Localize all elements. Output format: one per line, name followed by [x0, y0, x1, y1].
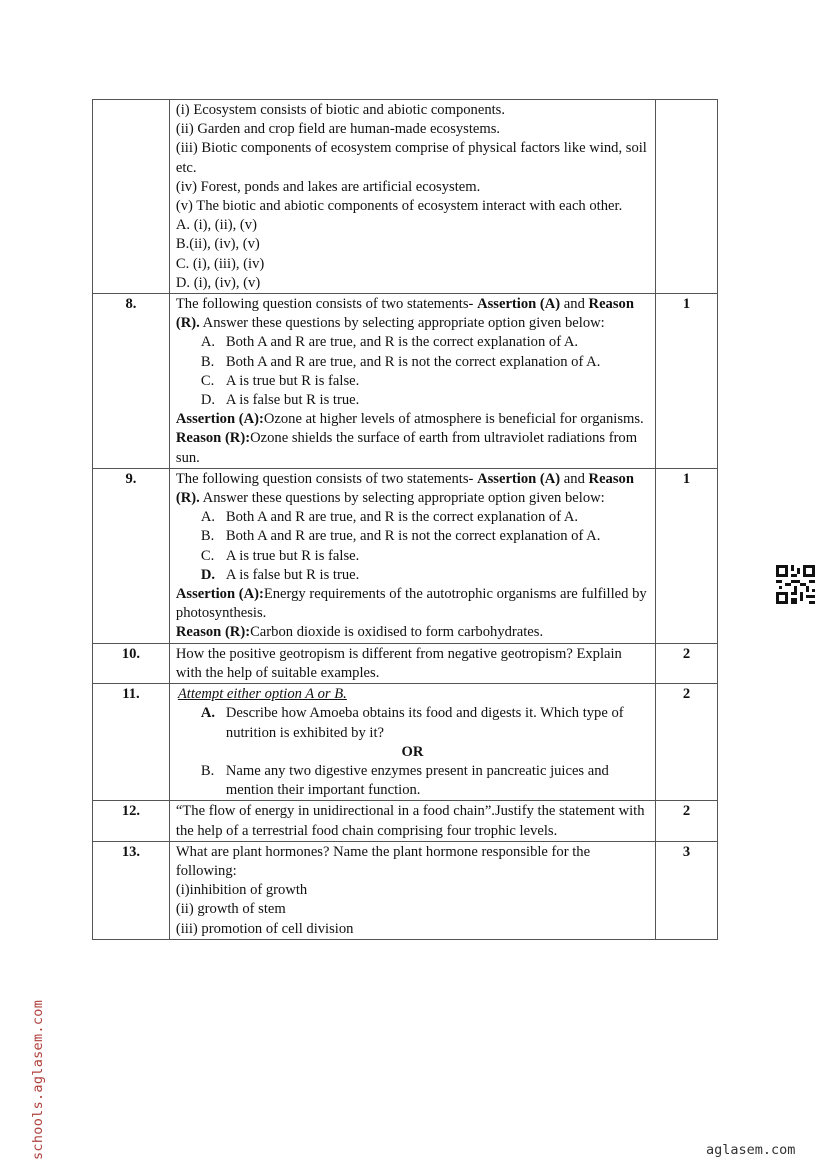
question-content — [169, 294, 655, 469]
question-marks: 2 — [656, 801, 718, 841]
qr-code-icon — [776, 565, 815, 604]
text-segment: A is true but R is false. — [225, 547, 360, 564]
text-segment: OR — [401, 743, 424, 760]
option-text — [226, 762, 649, 800]
option-label: C. — [200, 372, 215, 389]
text-segment: Assertion (A): — [175, 411, 264, 428]
text-line — [176, 470, 649, 508]
text-segment: and — [560, 470, 589, 487]
text-line — [176, 843, 649, 881]
text-segment: Reason (R): — [175, 624, 251, 641]
question-number — [93, 100, 170, 294]
text-segment: “The flow of energy in unidirectional in a food chain”.Justify the statement with the help of a terrestrial food chain comprising four trophic levels. — [175, 803, 645, 839]
option-label: A. — [200, 334, 216, 351]
option-text — [226, 704, 649, 742]
question-marks: 3 — [656, 841, 718, 939]
question-marks: 2 — [656, 684, 718, 801]
option-label: C. — [200, 547, 215, 564]
option-label: B. — [200, 762, 215, 779]
option-text — [226, 508, 578, 527]
question-number: 12. — [93, 801, 170, 841]
text-segment: What are plant hormones? Name the plant hormone responsible for the following: — [175, 843, 591, 879]
question-row — [93, 294, 718, 469]
text-line — [176, 585, 649, 623]
question-number: 11. — [93, 684, 170, 801]
question-number: 9. — [93, 468, 170, 643]
option-item — [176, 333, 649, 352]
text-segment: A is false but R is true. — [225, 566, 360, 583]
option-text — [226, 391, 359, 410]
text-line — [176, 881, 649, 900]
text-segment: Assertion (A) — [477, 296, 561, 313]
question-number: 10. — [93, 643, 170, 683]
footer-watermark: aglasem.com — [706, 1142, 796, 1158]
question-marks — [656, 100, 718, 294]
option-label: B. — [200, 353, 215, 370]
option-text — [226, 372, 359, 391]
text-line — [176, 235, 649, 254]
option-item — [176, 527, 649, 546]
option-item — [176, 391, 649, 410]
text-line — [176, 429, 649, 467]
text-line — [176, 645, 649, 683]
or-separator — [176, 743, 649, 762]
text-segment: The following question consists of two statements- — [175, 470, 478, 487]
question-table — [92, 99, 718, 940]
option-label: D. — [200, 392, 216, 409]
question-number: 8. — [93, 294, 170, 469]
text-line — [176, 197, 649, 216]
text-segment: Describe how Amoeba obtains its food and digests it. Which type of nutrition is exhibited by it? — [225, 705, 624, 741]
text-segment: (v) The biotic and abiotic components of ecosystem interact with each other. — [175, 198, 623, 215]
option-label: A. — [200, 705, 216, 722]
option-item — [176, 704, 649, 742]
text-segment: Both A and R are true, and R is not the correct explanation of A. — [225, 353, 601, 370]
text-segment: Assertion (A) — [477, 470, 561, 487]
text-segment: (iv) Forest, ponds and lakes are artificial ecosystem. — [175, 178, 481, 195]
question-number: 13. — [93, 841, 170, 939]
question-row — [93, 643, 718, 683]
text-segment: Answer these questions by selecting appropriate option given below: — [199, 315, 605, 332]
question-content — [169, 643, 655, 683]
question-content — [169, 801, 655, 841]
question-content — [169, 468, 655, 643]
text-segment: Reason (R): — [175, 430, 251, 447]
text-line — [176, 900, 649, 919]
text-line — [176, 139, 649, 177]
option-text — [226, 333, 578, 352]
text-segment: C. (i), (iii), (iv) — [175, 255, 265, 272]
text-segment: The following question consists of two statements- — [175, 296, 478, 313]
text-segment: Energy requirements of the autotrophic organisms are fulfilled by photosynthesis. — [175, 586, 647, 622]
text-segment: Both A and R are true, and R is not the correct explanation of A. — [225, 528, 601, 545]
text-line — [176, 920, 649, 939]
question-marks: 1 — [656, 294, 718, 469]
text-segment: B.(ii), (iv), (v) — [175, 236, 260, 253]
option-label: A. — [200, 509, 216, 526]
text-segment: (i)inhibition of growth — [175, 882, 308, 899]
option-item — [176, 547, 649, 566]
option-label: D. — [200, 566, 216, 583]
text-line — [176, 802, 649, 840]
question-marks: 2 — [656, 643, 718, 683]
text-segment: D. (i), (iv), (v) — [175, 274, 261, 291]
option-text — [226, 353, 600, 372]
text-line — [176, 274, 649, 293]
text-line — [176, 101, 649, 120]
question-row — [93, 684, 718, 801]
option-text — [226, 566, 359, 585]
text-segment: Both A and R are true, and R is the correct explanation of A. — [225, 334, 579, 351]
text-segment: and — [560, 296, 589, 313]
text-segment: Assertion (A): — [175, 586, 264, 603]
question-content — [169, 841, 655, 939]
text-line — [176, 410, 649, 429]
question-row — [93, 841, 718, 939]
option-item — [176, 762, 649, 800]
side-watermark: schools.aglasem.com — [30, 999, 46, 1160]
text-segment: Reason (R). — [175, 296, 634, 332]
text-segment: Name any two digestive enzymes present in pancreatic juices and mention their important function. — [225, 762, 609, 799]
option-text — [226, 547, 359, 566]
text-segment: (ii) growth of stem — [175, 901, 286, 918]
text-line — [176, 623, 649, 642]
text-segment: (ii) Garden and crop field are human-made ecosystems. — [175, 121, 501, 138]
text-line — [176, 295, 649, 333]
text-line — [176, 178, 649, 197]
text-line — [176, 255, 649, 274]
text-segment: (i) Ecosystem consists of biotic and abiotic components. — [175, 102, 505, 118]
text-segment: A is false but R is true. — [225, 392, 360, 409]
question-content — [169, 684, 655, 801]
text-segment: Attempt either option A or B. — [177, 686, 347, 703]
option-item — [176, 372, 649, 391]
question-row — [93, 801, 718, 841]
text-line — [176, 120, 649, 139]
option-item — [176, 566, 649, 585]
option-text — [226, 527, 600, 546]
text-segment: Ozone shields the surface of earth from ultraviolet radiations from sun. — [175, 430, 638, 466]
text-line — [176, 685, 649, 704]
text-segment: Reason (R). — [175, 470, 634, 507]
text-segment: Answer these questions by selecting appropriate option given below: — [199, 490, 605, 507]
option-item — [176, 353, 649, 372]
text-segment: Carbon dioxide is oxidised to form carbohydrates. — [250, 624, 544, 641]
text-segment: A. (i), (ii), (v) — [175, 217, 257, 234]
text-segment: Ozone at higher levels of atmosphere is beneficial for organisms. — [263, 411, 644, 428]
question-marks: 1 — [656, 468, 718, 643]
question-row — [93, 100, 718, 294]
text-segment: (iii) Biotic components of ecosystem comprise of physical factors like wind, soil etc. — [175, 140, 647, 176]
question-row — [93, 468, 718, 643]
text-segment: Both A and R are true, and R is the correct explanation of A. — [225, 509, 579, 526]
text-segment: A is true but R is false. — [225, 372, 360, 389]
text-segment: How the positive geotropism is different from negative geotropism? Explain with the help of suitable examples. — [175, 645, 622, 681]
option-item — [176, 508, 649, 527]
text-segment: (iii) promotion of cell division — [175, 920, 354, 937]
text-line — [176, 216, 649, 235]
question-content — [169, 100, 655, 294]
option-label: B. — [200, 528, 215, 545]
